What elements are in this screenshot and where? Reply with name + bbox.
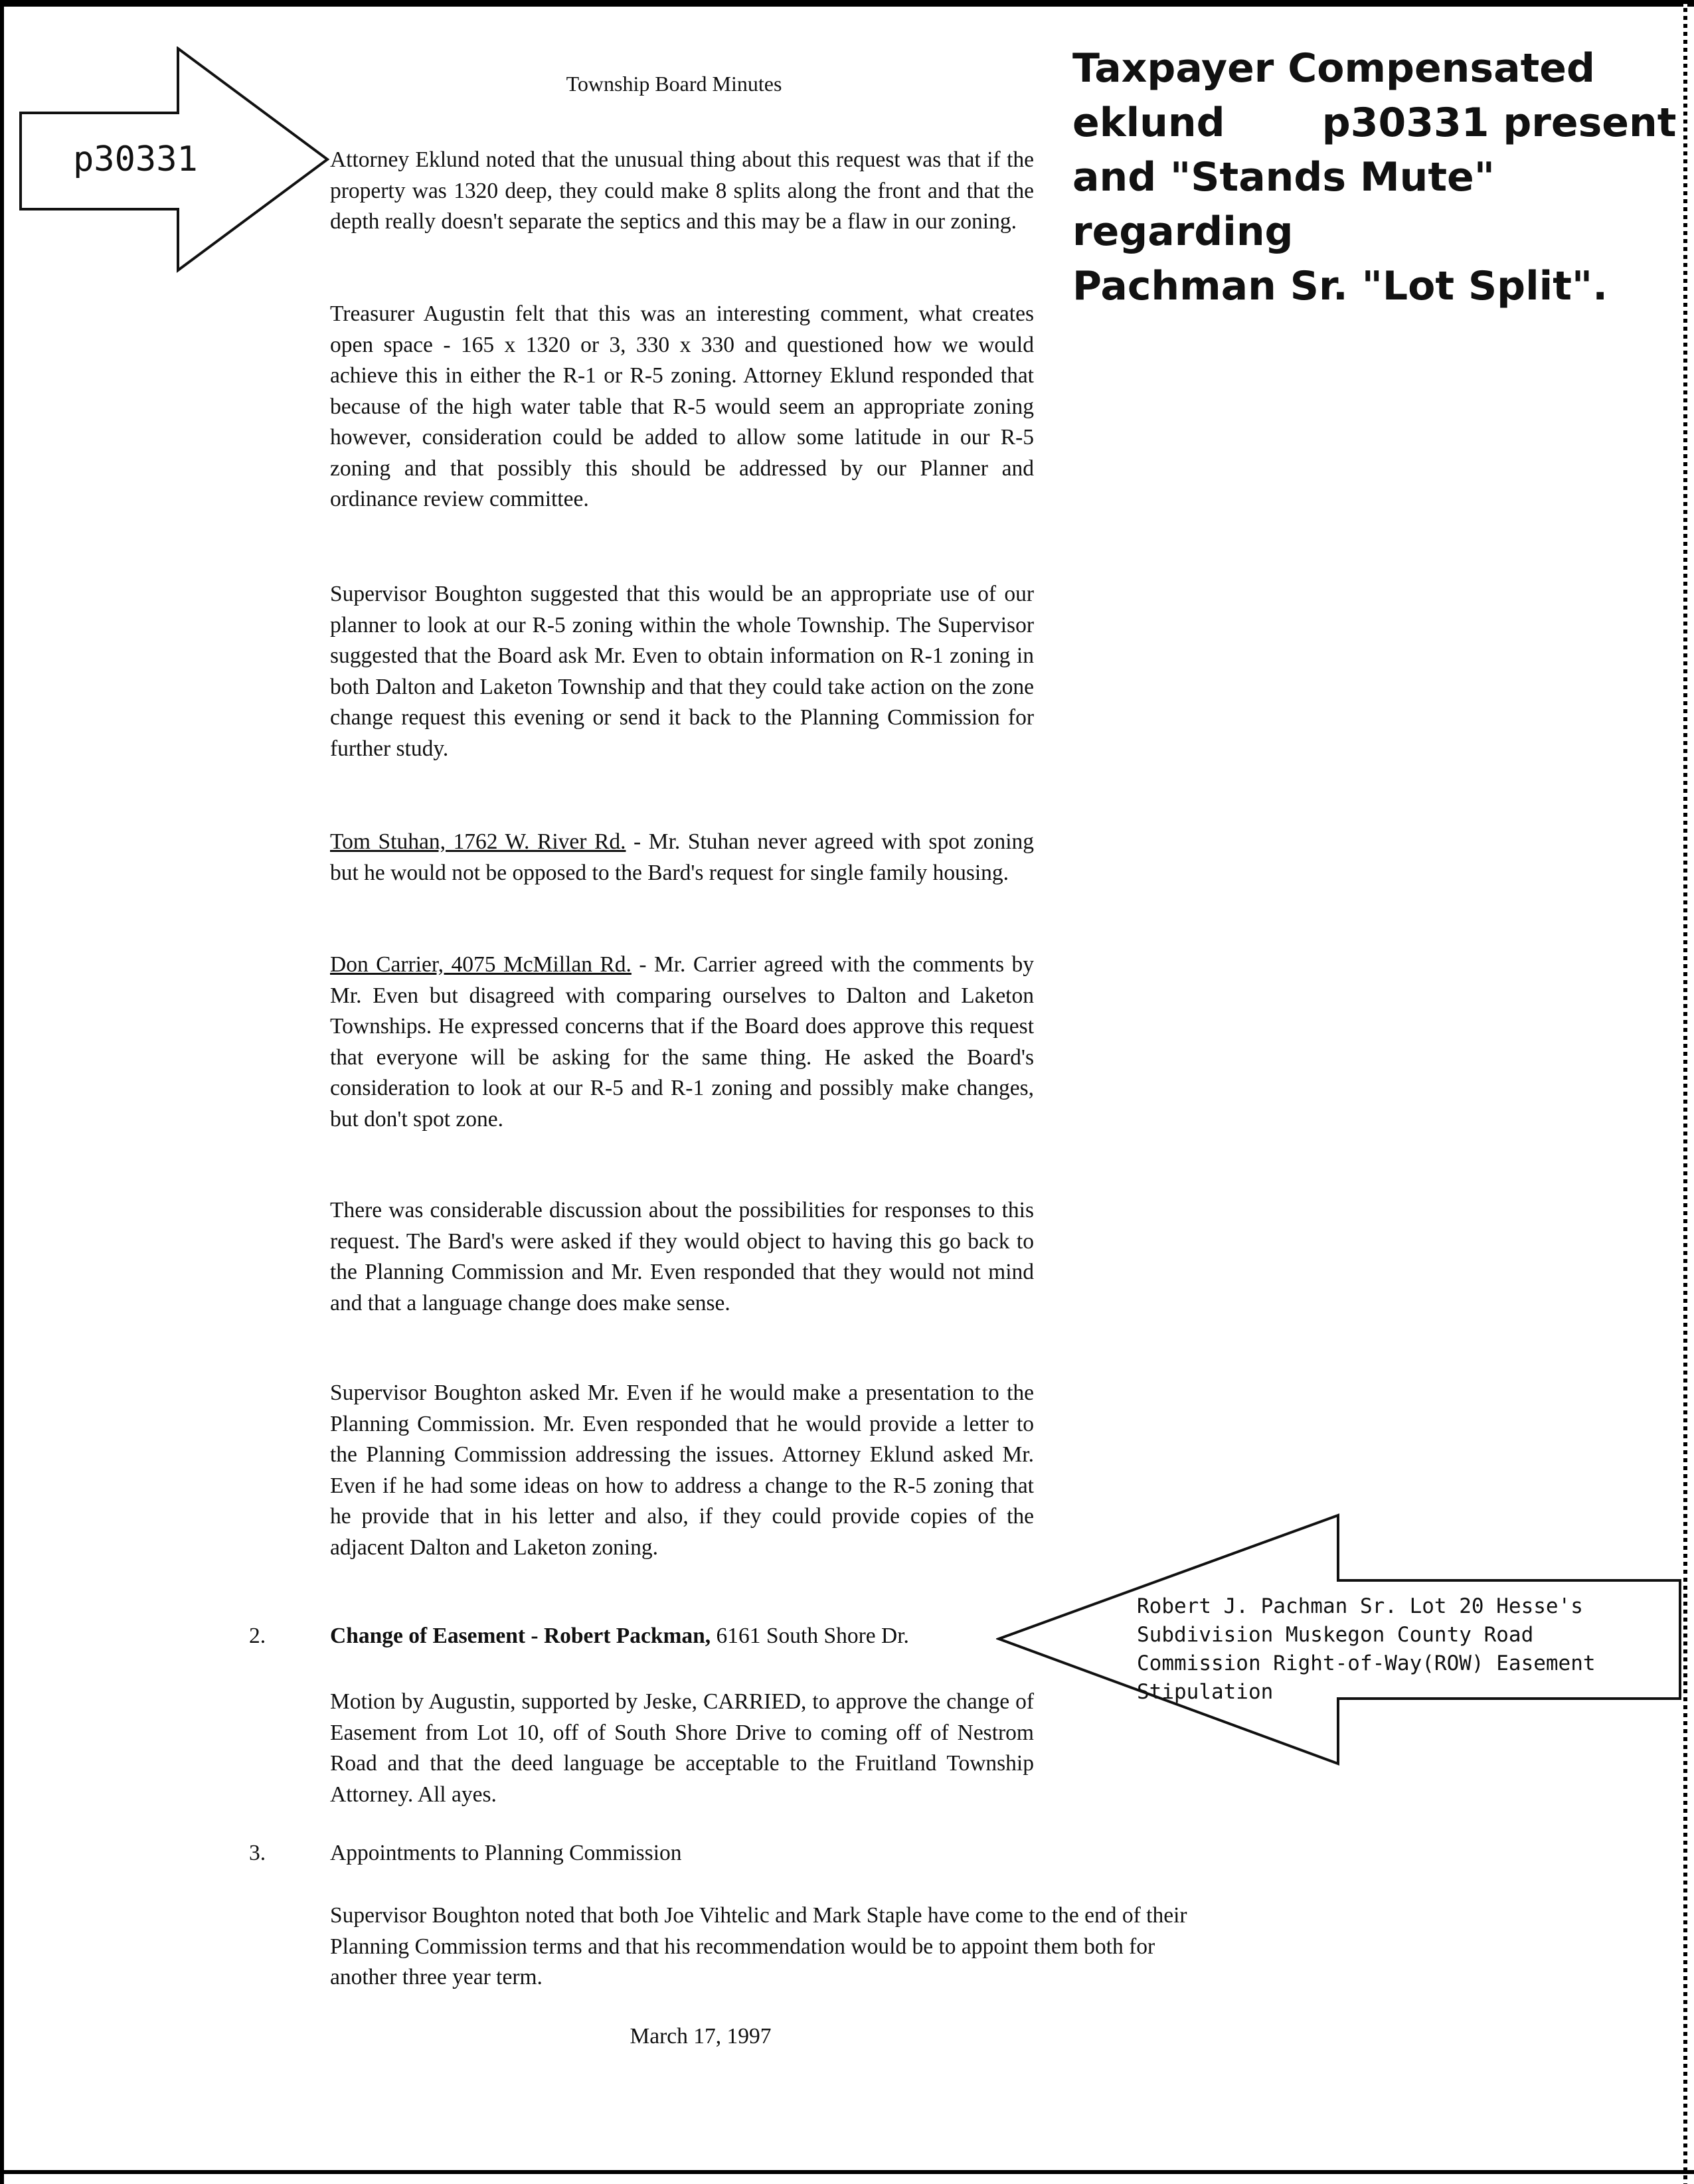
- annotation-callout: [1072, 41, 1677, 313]
- page-title: Township Board Minutes: [566, 72, 782, 96]
- item-title-rest: 6161 South Shore Dr.: [711, 1624, 909, 1648]
- paragraph: Treasurer Augustin felt that this was an interesting comment, what creates open space - 165 x 1320 or 3, 330 x 330 and questioned how we would achieve this in either the R-1 or R-5 zoning. Attorney Eklund responded that because of the high water table that R-5 would seem an appropriate zoning however, consideration could be added to allow some latitude in our R-5 zoning and that possibly this should be addressed by our Planner and ordinance review committee.: [330, 301, 1034, 511]
- page-border-right: [1683, 0, 1687, 2184]
- paragraph: [330, 827, 1034, 888]
- item-title-bold: Change of Easement - Robert Packman,: [330, 1624, 711, 1648]
- speaker-comment: - Mr. Stuhan never agreed with spot zoning but he would not be opposed to the Bard's request for single family housing.: [330, 829, 1035, 885]
- callout-line: Taxpayer Compensated: [1072, 45, 1595, 92]
- paragraph: [330, 950, 1034, 1135]
- item-title: [330, 1624, 909, 1649]
- callout-line: eklund p30331 present: [1072, 100, 1677, 146]
- speaker-name: Don Carrier, 4075 McMillan Rd.: [330, 952, 632, 977]
- paragraph: Supervisor Boughton noted that both Joe Vihtelic and Mark Staple have come to the end of their Planning Commission terms and that his recommendation would be to appoint them both for another three year term.: [330, 1903, 1187, 1989]
- paragraph: Attorney Eklund noted that the unusual thing about this request was that if the property was 1320 deep, they could make 8 splits along the front and that the depth really doesn't separate the septics and this may be a flaw in our zoning.: [330, 147, 1034, 234]
- paragraph: Supervisor Boughton suggested that this would be an appropriate use of our planner to look at our R-5 zoning within the whole Township. The Supervisor suggested that the Board ask Mr. Even to obtain information on R-1 zoning in both Dalton and Laketon Township and that they could take action on the zone change request this evening or send it back to the Planning Commission for further study.: [330, 582, 1034, 761]
- paragraph: Supervisor Boughton asked Mr. Even if he would make a presentation to the Planning Commission. Mr. Even responded that he would provide a letter to the Planning Commission addressing the issues. Attorney Eklund asked Mr. Even if he had some ideas on how to address a change to the R-5 zoning that he provide that in his letter and also, if they could provide copies of the adjacent Dalton and Laketon zoning.: [330, 1381, 1034, 1560]
- item-number: 2.: [249, 1624, 266, 1648]
- motion-text: Motion by Augustin, supported by Jeske, CARRIED, to approve the change of Easement from Lot 10, off of South Shore Drive to coming off of Nestrom Road and that the deed language be acceptable to the Fruitland Township Attorney. All ayes.: [330, 1689, 1034, 1807]
- callout-line: Pachman Sr. "Lot Split".: [1072, 263, 1608, 309]
- page-border-top: [0, 0, 1694, 7]
- item-title: Appointments to Planning Commission: [330, 1841, 682, 1865]
- callout-line: and "Stands Mute" regarding: [1072, 154, 1495, 255]
- speaker-comment: - Mr. Carrier agreed with the comments by Mr. Even but disagreed with comparing ourselves to Dalton and Laketon Townships. He expressed concerns that if the Board does approve this request that everyone will be asking for the same thing. He asked the Board's consideration to look at our R-5 and R-1 zoning and possibly make changes, but don't spot zone.: [330, 952, 1034, 1132]
- left-arrow-label: p30331: [73, 139, 198, 179]
- right-arrow-label: Robert J. Pachman Sr. Lot 20 Hesse's Subdivision Muskegon County Road Commission Right-of-Way(ROW) Easement Stipulation: [1137, 1594, 1596, 1704]
- page-border-bottom: [0, 2170, 1694, 2174]
- item-number: 3.: [249, 1841, 266, 1865]
- page-border-left: [0, 0, 4, 2184]
- footer-date: March 17, 1997: [630, 2024, 772, 2049]
- speaker-name: Tom Stuhan, 1762 W. River Rd.: [330, 829, 626, 854]
- paragraph: There was considerable discussion about the possibilities for responses to this request. The Bard's were asked if they would object to having this go back to the Planning Commission and Mr. Even responded that they would not mind and that a language change does make sense.: [330, 1198, 1034, 1315]
